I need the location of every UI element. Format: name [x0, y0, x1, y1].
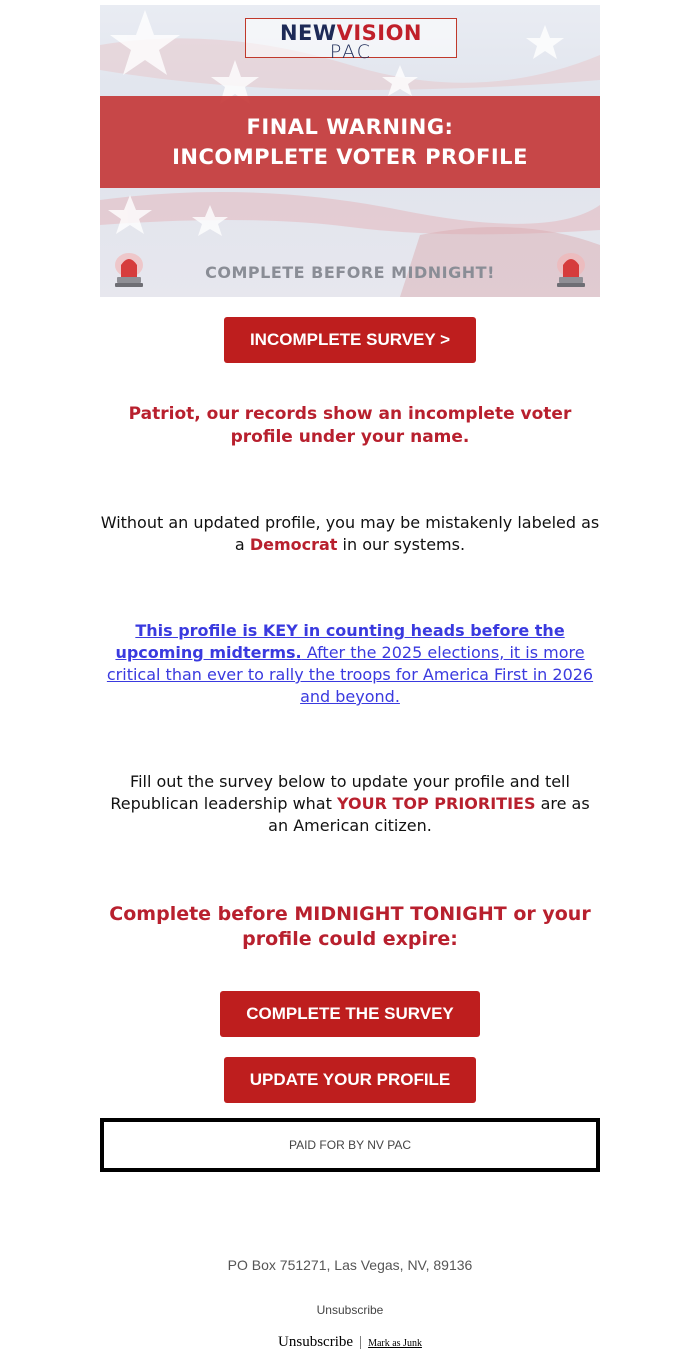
unsubscribe-link[interactable]: Unsubscribe — [316, 1303, 384, 1317]
midnight-post: or your profile could expire: — [242, 903, 591, 950]
midnight-deadline-message — [100, 902, 600, 952]
democrat-highlight: Democrat — [249, 535, 338, 554]
logo-vision-text: VISION — [336, 21, 423, 45]
paid-for-disclaimer: PAID FOR BY NV PAC — [100, 1118, 600, 1172]
warning-title-line2: INCOMPLETE VOTER PROFILE — [172, 145, 528, 169]
mailing-address: PO Box 751271, Las Vegas, NV, 89136 — [227, 1257, 473, 1273]
key-profile-link-paragraph[interactable] — [100, 620, 600, 708]
key-profile-rest: After the 2025 elections, it is more critical than ever to rally the troops for America First in 2026 and beyond. — [106, 643, 594, 706]
key-profile-link[interactable] — [107, 621, 593, 706]
unsubscribe-junk-row — [100, 1333, 600, 1351]
header-banner[interactable] — [100, 5, 600, 297]
logo-new-text: NEW — [279, 21, 337, 45]
fill-survey-pre: Fill out the survey below to update your profile and tell Republican leadership what — [110, 772, 570, 813]
complete-survey-button[interactable]: COMPLETE THE SURVEY — [220, 991, 480, 1037]
midnight-highlight: MIDNIGHT TONIGHT — [294, 903, 507, 925]
top-priorities-highlight: YOUR TOP PRIORITIES — [336, 794, 536, 813]
democrat-warning-post: in our systems. — [337, 535, 466, 554]
democrat-warning — [100, 512, 600, 556]
midnight-pre: Complete before — [109, 903, 295, 925]
patriot-message: Patriot, our records show an incomplete voter profile under your name. — [128, 404, 572, 447]
logo-pac-text: PAC — [329, 41, 373, 63]
link-separator: | — [359, 1334, 363, 1350]
fill-survey-message — [100, 771, 600, 837]
warning-title-line1: FINAL WARNING: — [246, 115, 454, 139]
incomplete-survey-button[interactable]: INCOMPLETE SURVEY > — [224, 317, 476, 363]
pac-logo — [245, 18, 457, 63]
warning-strip — [100, 96, 600, 188]
key-profile-bold: This profile is KEY in counting heads before the upcoming midterms. — [115, 621, 565, 662]
fill-survey-post: are as an American citizen. — [268, 794, 590, 835]
unsubscribe-link-serif[interactable]: Unsubscribe — [278, 1334, 354, 1350]
mark-as-junk-link[interactable]: Mark as Junk — [368, 1338, 422, 1349]
democrat-warning-pre: Without an updated profile, you may be mistakenly labeled as a — [100, 513, 600, 554]
siren-icon — [555, 249, 587, 289]
update-profile-button[interactable]: UPDATE YOUR PROFILE — [224, 1057, 476, 1103]
deadline-text: COMPLETE BEFORE MIDNIGHT! — [205, 263, 495, 282]
